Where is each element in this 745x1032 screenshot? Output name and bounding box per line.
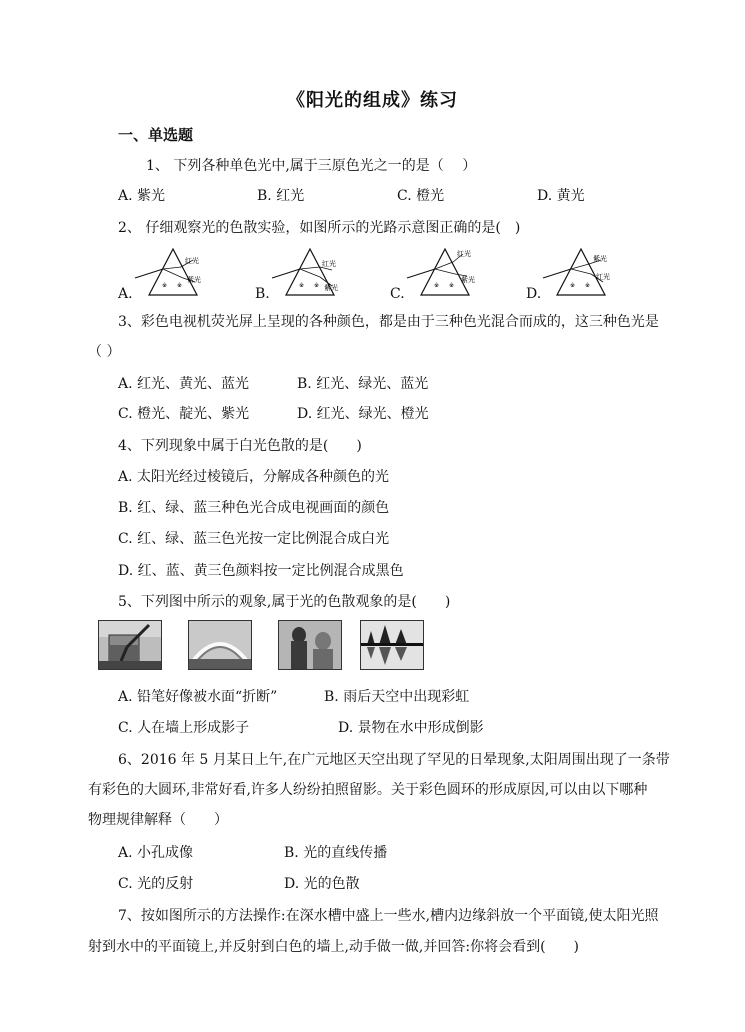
ray-label-red-c: 红光 <box>457 250 471 258</box>
ray-label-red-a: 红光 <box>185 257 199 265</box>
q1-option-c: C. 橙光 <box>397 188 445 204</box>
prism-diagram-d <box>541 246 621 298</box>
q2-option-b: B. <box>255 286 270 302</box>
svg-text:※: ※ <box>177 282 183 289</box>
prism-diagram-b <box>270 246 350 298</box>
shadow-on-wall-photo <box>278 620 342 670</box>
svg-text:※: ※ <box>299 282 305 289</box>
q1-option-a: A. 紫光 <box>118 188 166 204</box>
q3-stem-line1: 3、彩色电视机荧光屏上呈现的各种颜色，都是由于三种色光混合而成的，这三种色光是 <box>118 314 659 330</box>
q4-option-b: B. 红、绿、蓝三种色光合成电视画面的颜色 <box>118 500 390 516</box>
q7-stem-line2: 射到水中的平面镜上,并反射到白色的墙上,动手做一做,并回答:你将会看到( ) <box>88 939 579 955</box>
q2-option-c: C. <box>390 286 405 302</box>
prism-diagram-a <box>133 246 213 298</box>
q4-option-a: A. 太阳光经过棱镜后，分解成各种颜色的光 <box>118 469 390 485</box>
q3-option-b: B. 红光、绿光、蓝光 <box>297 376 429 392</box>
q2-option-d: D. <box>526 286 542 302</box>
q4-option-d: D. 红、蓝、黄三色颜料按一定比例混合成黑色 <box>118 563 404 579</box>
q5-option-c: C. 人在墙上形成影子 <box>118 720 250 736</box>
q1-option-b: B. 红光 <box>257 188 305 204</box>
svg-text:※: ※ <box>570 282 576 289</box>
q3-option-c: C. 橙光、靛光、紫光 <box>118 406 250 422</box>
q3-stem-line2: （ ） <box>88 344 121 360</box>
q7-stem-line1: 7、按如图所示的方法操作:在深水槽中盛上一些水,槽内边缘斜放一个平面镜,使太阳光照 <box>118 908 659 924</box>
svg-text:※: ※ <box>449 282 455 289</box>
q1-stem: 1、 下列各种单色光中,属于三原色光之一的是（ ） <box>146 158 477 174</box>
q4-stem: 4、下列现象中属于白光色散的是( ) <box>118 438 362 454</box>
pencil-in-water-photo <box>98 620 162 670</box>
ray-label-violet-a: 紫光 <box>187 276 201 284</box>
q6-stem-line3: 物理规律解释（ ） <box>88 812 228 828</box>
q2-option-a: A. <box>118 286 133 302</box>
q1-option-d: D. 黄光 <box>537 188 585 204</box>
ray-label-violet-d: 紫光 <box>593 255 607 263</box>
ray-label-violet-c: 紫光 <box>461 276 475 284</box>
q6-option-c: C. 光的反射 <box>118 876 194 892</box>
q5-option-d: D. 景物在水中形成倒影 <box>338 720 484 736</box>
svg-text:※: ※ <box>314 282 320 289</box>
q5-option-a: A. 铅笔好像被水面“折断” <box>118 689 278 705</box>
q6-option-a: A. 小孔成像 <box>118 845 194 861</box>
q6-stem-line2: 有彩色的大圆环,非常好看,许多人纷纷拍照留影。关于彩色圆环的形成原因,可以由以下哪种 <box>88 782 648 798</box>
q6-stem-line1: 6、2016 年 5 月某日上午,在广元地区天空出现了罕见的日晕现象,太阳周围出现了一条带 <box>118 752 670 768</box>
q3-option-d: D. 红光、绿光、橙光 <box>297 406 429 422</box>
svg-text:※: ※ <box>434 282 440 289</box>
page-title: 《阳光的组成》练习 <box>287 90 458 111</box>
rainbow-photo <box>188 620 252 670</box>
prism-diagram-c <box>405 246 485 298</box>
q5-stem: 5、下列图中所示的观象,属于光的色散观象的是( ) <box>118 594 451 610</box>
ray-label-violet-b: 紫光 <box>324 284 338 292</box>
q6-option-d: D. 光的色散 <box>284 876 360 892</box>
section-heading: 一、单选题 <box>118 126 194 144</box>
q3-option-a: A. 红光、黄光、蓝光 <box>118 376 250 392</box>
q4-option-c: C. 红、绿、蓝三色光按一定比例混合成白光 <box>118 531 390 547</box>
svg-text:※: ※ <box>585 282 591 289</box>
svg-text:※: ※ <box>162 282 168 289</box>
q2-stem: 2、 仔细观察光的色散实验，如图所示的光路示意图正确的是( ) <box>118 220 521 236</box>
ray-label-red-d: 红光 <box>596 273 610 281</box>
q5-option-b: B. 雨后天空中出现彩虹 <box>324 689 470 705</box>
ray-label-red-b: 红光 <box>322 260 336 268</box>
reflection-photo <box>360 620 424 670</box>
q6-option-b: B. 光的直线传播 <box>284 845 388 861</box>
